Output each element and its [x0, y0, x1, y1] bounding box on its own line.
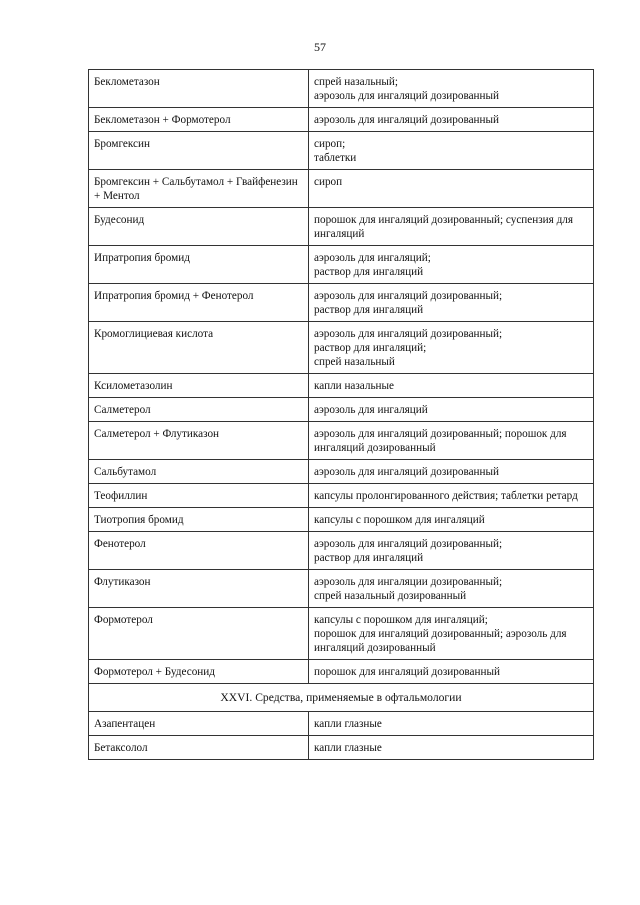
table-row: [89, 398, 594, 422]
dosage-form-cell: [309, 246, 594, 284]
drug-name-cell: Беклометазон: [89, 70, 309, 108]
drug-name-cell: Бромгексин + Сальбутамол + Гвайфенезин + Ментол: [89, 170, 309, 208]
table-row: [89, 460, 594, 484]
dosage-form-line: аэрозоль для ингаляций дозированный;: [314, 538, 503, 550]
dosage-form-line: раствор для ингаляций;: [314, 342, 427, 354]
dosage-form-line: аэрозоль для ингаляций дозированный; порошок для ингаляций дозированный: [314, 428, 567, 454]
dosage-form-line: капли глазные: [314, 742, 382, 754]
section-header-row: [89, 684, 594, 712]
table-row: [89, 108, 594, 132]
drug-name-cell: Фенотерол: [89, 532, 309, 570]
table-row: [89, 322, 594, 374]
table-row: [89, 608, 594, 660]
dosage-form-line: сироп: [314, 176, 343, 188]
dosage-form-line: аэрозоль для ингаляций дозированный: [314, 90, 500, 102]
table-row: [89, 132, 594, 170]
table-row: [89, 70, 594, 108]
dosage-form-line: таблетки: [314, 152, 357, 164]
table-row: [89, 660, 594, 684]
dosage-form-cell: [309, 132, 594, 170]
dosage-form-cell: [309, 460, 594, 484]
table-row: [89, 570, 594, 608]
dosage-form-cell: [309, 208, 594, 246]
dosage-form-line: спрей назальный дозированный: [314, 590, 467, 602]
table-row: [89, 170, 594, 208]
dosage-form-cell: [309, 170, 594, 208]
dosage-form-line: порошок для ингаляций дозированный: [314, 666, 500, 678]
drug-name-cell: Ксилометазолин: [89, 374, 309, 398]
dosage-form-cell: [309, 532, 594, 570]
drug-name-cell: Ипратропия бромид: [89, 246, 309, 284]
dosage-form-cell: [309, 660, 594, 684]
drug-name-cell: Бромгексин: [89, 132, 309, 170]
dosage-form-cell: [309, 736, 594, 760]
section-title: XXVI. Средства, применяемые в офтальмологии: [89, 684, 594, 712]
drug-table: [88, 69, 594, 760]
dosage-form-line: раствор для ингаляций: [314, 304, 424, 316]
table-row: [89, 508, 594, 532]
drug-name-cell: Будесонид: [89, 208, 309, 246]
dosage-form-line: аэрозоль для ингаляций;: [314, 252, 431, 264]
dosage-form-line: аэрозоль для ингаляций дозированный: [314, 114, 500, 126]
dosage-form-line: капсулы с порошком для ингаляций;: [314, 614, 488, 626]
dosage-form-line: капли глазные: [314, 718, 382, 730]
drug-name-cell: Ипратропия бромид + Фенотерол: [89, 284, 309, 322]
dosage-form-cell: [309, 70, 594, 108]
dosage-form-line: спрей назальный;: [314, 76, 399, 88]
dosage-form-line: порошок для ингаляций дозированный; суспензия для ингаляций: [314, 214, 573, 240]
table-row: [89, 484, 594, 508]
dosage-form-cell: [309, 712, 594, 736]
table-row: [89, 532, 594, 570]
drug-name-cell: Флутиказон: [89, 570, 309, 608]
dosage-form-line: сироп;: [314, 138, 346, 150]
dosage-form-line: раствор для ингаляций: [314, 266, 424, 278]
dosage-form-line: спрей назальный: [314, 356, 395, 368]
table-row: [89, 736, 594, 760]
dosage-form-cell: [309, 570, 594, 608]
dosage-form-cell: [309, 374, 594, 398]
dosage-form-cell: [309, 422, 594, 460]
drug-table-body: [89, 70, 594, 760]
drug-name-cell: Кромоглициевая кислота: [89, 322, 309, 374]
dosage-form-cell: [309, 322, 594, 374]
drug-name-cell: Теофиллин: [89, 484, 309, 508]
table-row: [89, 208, 594, 246]
dosage-form-cell: [309, 508, 594, 532]
page-number: 57: [314, 40, 326, 54]
drug-name-cell: Формотерол: [89, 608, 309, 660]
dosage-form-line: аэрозоль для ингаляций дозированный;: [314, 290, 503, 302]
table-row: [89, 374, 594, 398]
dosage-form-line: аэрозоль для ингаляций дозированный;: [314, 328, 503, 340]
dosage-form-line: аэрозоль для ингаляций дозированный: [314, 466, 500, 478]
dosage-form-cell: [309, 108, 594, 132]
dosage-form-cell: [309, 608, 594, 660]
drug-name-cell: Тиотропия бромид: [89, 508, 309, 532]
dosage-form-line: порошок для ингаляций дозированный; аэрозоль для ингаляций дозированный: [314, 628, 567, 654]
drug-name-cell: Беклометазон + Формотерол: [89, 108, 309, 132]
drug-name-cell: Азапентацен: [89, 712, 309, 736]
table-row: [89, 284, 594, 322]
dosage-form-line: капсулы пролонгированного действия; таблетки ретард: [314, 490, 578, 502]
dosage-form-line: раствор для ингаляций: [314, 552, 424, 564]
table-row: [89, 712, 594, 736]
drug-name-cell: Формотерол + Будесонид: [89, 660, 309, 684]
drug-name-cell: Сальбутамол: [89, 460, 309, 484]
drug-name-cell: Салметерол + Флутиказон: [89, 422, 309, 460]
dosage-form-line: капли назальные: [314, 380, 395, 392]
dosage-form-line: аэрозоль для ингаляции дозированный;: [314, 576, 503, 588]
drug-name-cell: Бетаксолол: [89, 736, 309, 760]
table-row: [89, 422, 594, 460]
dosage-form-line: капсулы с порошком для ингаляций: [314, 514, 485, 526]
drug-name-cell: Салметерол: [89, 398, 309, 422]
dosage-form-cell: [309, 484, 594, 508]
dosage-form-cell: [309, 398, 594, 422]
table-row: [89, 246, 594, 284]
dosage-form-line: аэрозоль для ингаляций: [314, 404, 428, 416]
dosage-form-cell: [309, 284, 594, 322]
